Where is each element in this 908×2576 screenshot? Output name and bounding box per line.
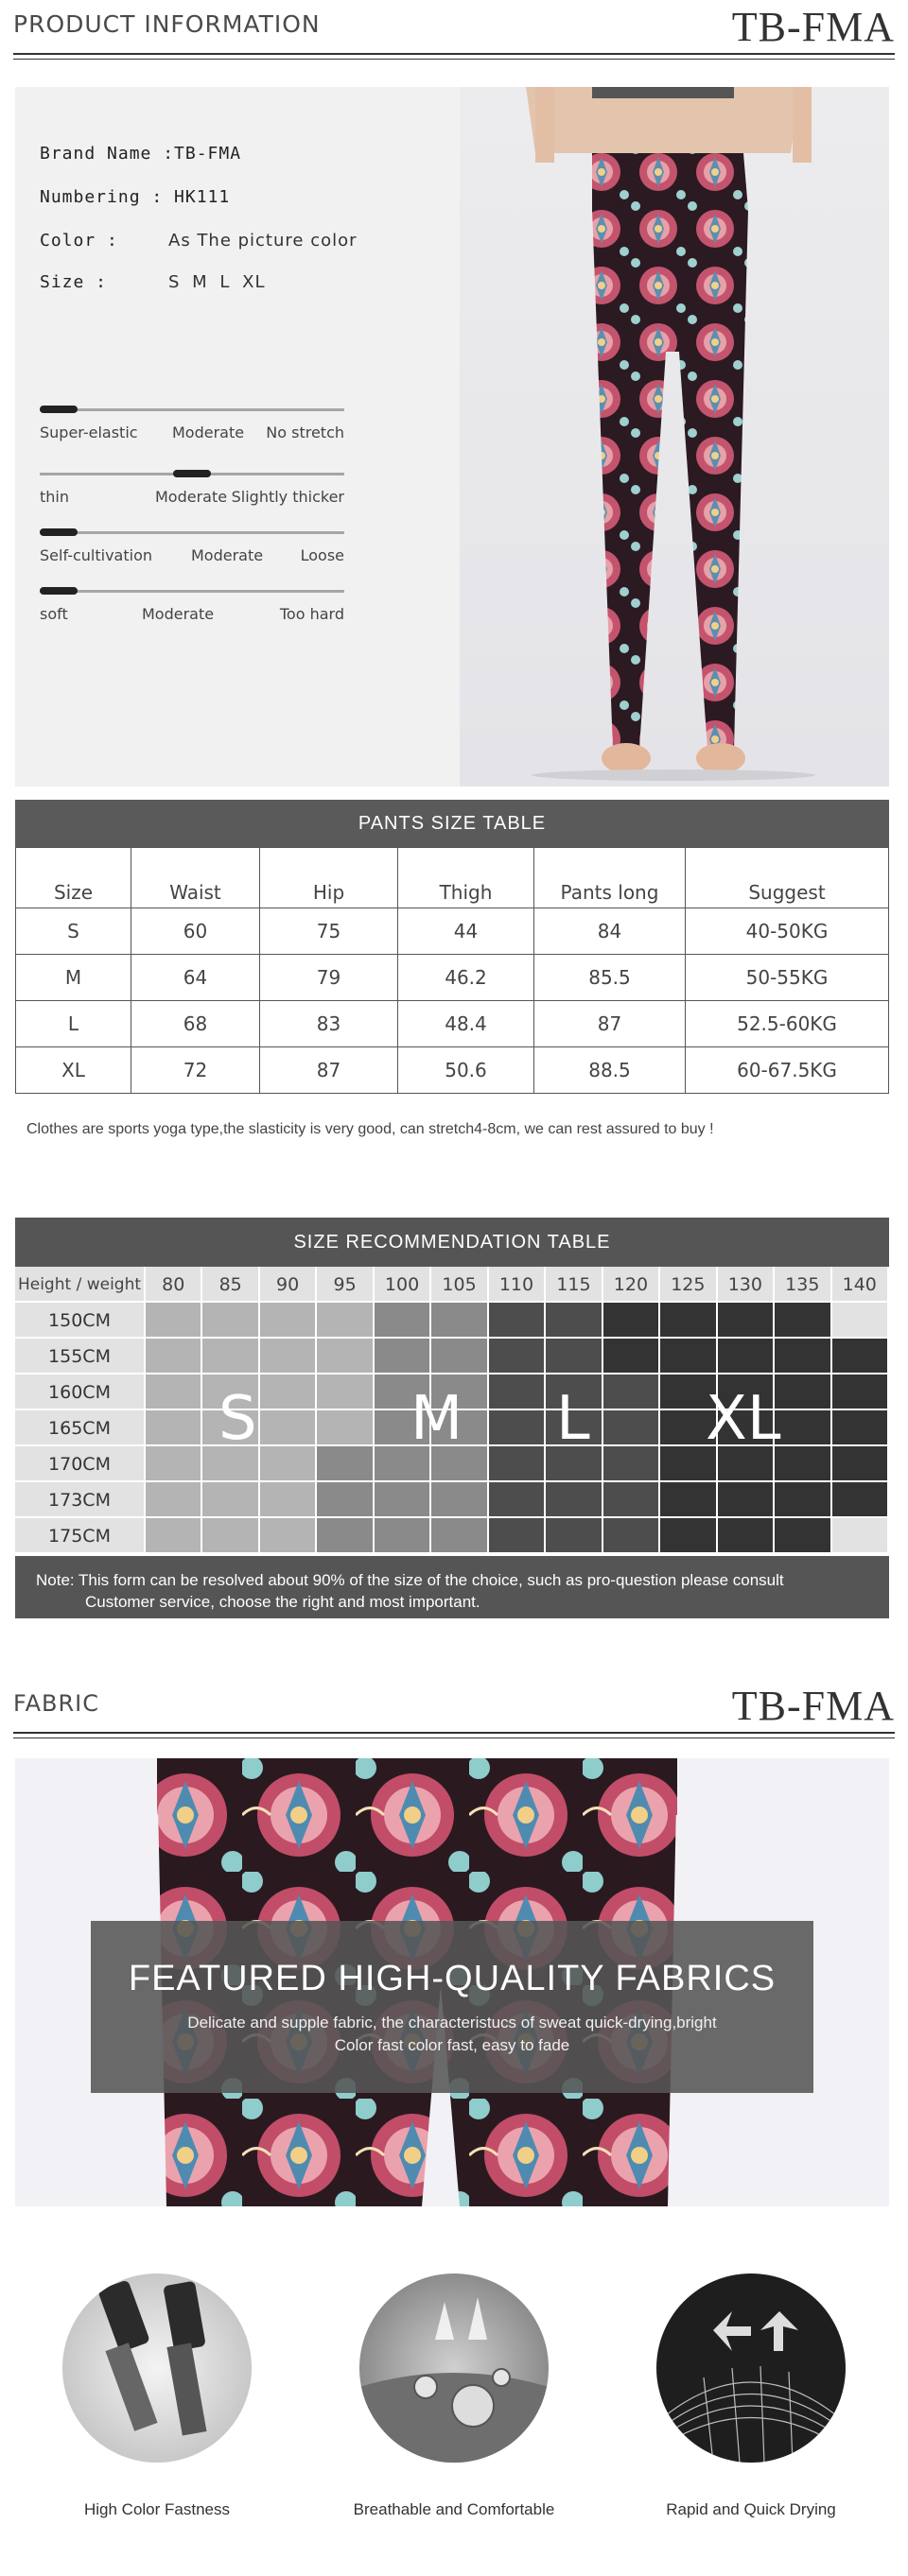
table-cell: 60	[131, 908, 260, 955]
size-cell	[832, 1339, 889, 1374]
size-cell	[832, 1303, 889, 1339]
size-cell	[660, 1303, 717, 1339]
table-row	[16, 1001, 889, 1047]
size-cell	[546, 1482, 602, 1518]
size-cell	[603, 1518, 660, 1554]
size-cell	[718, 1518, 775, 1554]
fabric-header	[0, 1679, 908, 1736]
pants-size-table-title: PANTS SIZE TABLE	[15, 800, 889, 847]
column-header: Size	[16, 848, 131, 908]
slider-knob	[40, 406, 78, 413]
brand-logo: TB-FMA	[731, 1683, 895, 1729]
slider-knob	[40, 587, 78, 595]
model-photo	[460, 87, 889, 787]
feature-caption: Breathable and Comfortable	[353, 2500, 555, 2518]
size-cell	[260, 1446, 317, 1482]
size-cell	[775, 1410, 831, 1446]
size-cell	[603, 1446, 660, 1482]
table-cell: 85.5	[534, 955, 686, 1001]
size-cell	[718, 1303, 775, 1339]
size-cell	[260, 1303, 317, 1339]
slider-label-mid: Moderate	[172, 424, 245, 441]
size-cell	[775, 1303, 831, 1339]
size-cell	[489, 1446, 546, 1482]
size-cell	[489, 1482, 546, 1518]
column-header: Suggest	[686, 848, 889, 908]
table-cell: 40-50KG	[686, 908, 889, 955]
slider-label-mid: Moderate	[191, 546, 264, 564]
table-cell: 64	[131, 955, 260, 1001]
table-cell: 87	[260, 1047, 398, 1094]
table-cell: XL	[16, 1047, 131, 1094]
slider-track	[40, 590, 344, 593]
table-cell: 60-67.5KG	[686, 1047, 889, 1094]
note-line: Note: This form can be resolved about 90% of the size of the choice, such as pro-question please consult	[36, 1571, 784, 1589]
slider-label-left: Super-elastic	[40, 424, 138, 441]
brand-spec: Brand Name :TB-FMA	[40, 144, 242, 164]
weight-header: 80	[146, 1267, 202, 1303]
size-cell	[146, 1518, 202, 1554]
table-cell: 48.4	[398, 1001, 534, 1047]
feature-caption: Rapid and Quick Drying	[666, 2500, 836, 2518]
size-cell	[832, 1374, 889, 1410]
table-cell: 72	[131, 1047, 260, 1094]
column-header: Waist	[131, 848, 260, 908]
size-cell	[489, 1339, 546, 1374]
size-cell	[202, 1518, 259, 1554]
size-cell	[146, 1374, 202, 1410]
size-cell	[832, 1410, 889, 1446]
size-cell	[317, 1446, 374, 1482]
table-cell: L	[16, 1001, 131, 1047]
divider	[13, 53, 895, 55]
table-cell: 46.2	[398, 955, 534, 1001]
size-cell	[260, 1518, 317, 1554]
size-cell	[317, 1518, 374, 1554]
pants-size-table	[15, 847, 889, 1094]
size-cell	[317, 1339, 374, 1374]
column-header: Hip	[260, 848, 398, 908]
weight-header: 135	[775, 1267, 831, 1303]
height-row-label: 155CM	[15, 1339, 146, 1374]
grid-corner-label: Height / weight	[15, 1267, 146, 1303]
size-cell	[775, 1482, 831, 1518]
table-row	[16, 908, 889, 955]
weight-header: 95	[317, 1267, 374, 1303]
brand-logo: TB-FMA	[731, 4, 895, 50]
weight-header: 125	[660, 1267, 717, 1303]
product-info-panel	[15, 87, 889, 787]
size-cell	[603, 1482, 660, 1518]
fabric-heading: FEATURED HIGH-QUALITY FABRICS	[128, 1959, 777, 1998]
size-cell	[546, 1303, 602, 1339]
size-cell	[431, 1339, 488, 1374]
slider-scale	[40, 473, 344, 510]
size-cell	[202, 1482, 259, 1518]
size-recommendation-note	[15, 1556, 889, 1618]
weight-header: 115	[546, 1267, 602, 1303]
size-cell	[489, 1410, 546, 1446]
feature-caption: High Color Fastness	[83, 2500, 230, 2518]
size-cell	[832, 1482, 889, 1518]
fabric-overlay	[91, 1921, 813, 2093]
weight-header: 120	[603, 1267, 660, 1303]
size-cell	[260, 1339, 317, 1374]
height-row-label: 173CM	[15, 1482, 146, 1518]
size-cell	[431, 1303, 488, 1339]
table-cell: 52.5-60KG	[686, 1001, 889, 1047]
size-cell	[775, 1339, 831, 1374]
slider-label-mid: Moderate	[155, 488, 228, 506]
size-cell	[317, 1482, 374, 1518]
size-cell	[202, 1339, 259, 1374]
weight-header: 90	[260, 1267, 317, 1303]
weight-header: 110	[489, 1267, 546, 1303]
slider-scale	[40, 408, 344, 446]
color-spec-label: Color :	[40, 231, 118, 251]
fabric-description: Color fast color fast, easy to fade	[334, 2036, 570, 2054]
table-cell: M	[16, 955, 131, 1001]
size-cell	[603, 1339, 660, 1374]
height-row-label: 150CM	[15, 1303, 146, 1339]
size-cell	[603, 1303, 660, 1339]
height-row-label: 160CM	[15, 1374, 146, 1410]
fabric-description: Delicate and supple fabric, the characteristucs of sweat quick-drying,bright	[187, 2014, 717, 2031]
color-spec-value: As The picture color	[168, 231, 358, 251]
size-cell	[146, 1410, 202, 1446]
height-row-label: 175CM	[15, 1518, 146, 1554]
weight-header: 105	[431, 1267, 488, 1303]
slider-label-mid: Moderate	[142, 605, 215, 623]
size-cell	[775, 1374, 831, 1410]
table-row	[16, 1047, 889, 1094]
size-cell	[146, 1339, 202, 1374]
size-cell	[603, 1410, 660, 1446]
weight-header: 140	[832, 1267, 889, 1303]
slider-label-left: thin	[40, 488, 69, 506]
product-info-header	[0, 0, 908, 57]
size-spec-label: Size :	[40, 272, 108, 292]
table-cell: 79	[260, 955, 398, 1001]
size-cell	[202, 1303, 259, 1339]
size-cell	[832, 1446, 889, 1482]
slider-track	[40, 408, 344, 411]
size-cell	[375, 1303, 431, 1339]
weight-header: 85	[202, 1267, 259, 1303]
size-cell	[375, 1482, 431, 1518]
slider-scale	[40, 590, 344, 628]
slider-label-left: Self-cultivation	[40, 546, 152, 564]
table-cell: 75	[260, 908, 398, 955]
table-cell: S	[16, 908, 131, 955]
size-cell	[317, 1410, 374, 1446]
size-cell	[375, 1518, 431, 1554]
table-cell: 88.5	[534, 1047, 686, 1094]
feature-color-fastness	[15, 2273, 299, 2519]
slider-label-right: Slightly thicker	[231, 488, 344, 506]
feature-quick-drying	[609, 2273, 893, 2519]
size-cell	[431, 1482, 488, 1518]
size-cell	[660, 1339, 717, 1374]
weight-header: 100	[375, 1267, 431, 1303]
size-cell	[603, 1374, 660, 1410]
size-zone-label: M	[410, 1384, 463, 1454]
size-zone-label: S	[218, 1384, 257, 1454]
size-cell	[146, 1446, 202, 1482]
table-cell: 83	[260, 1001, 398, 1047]
table-row	[16, 955, 889, 1001]
column-header: Thigh	[398, 848, 534, 908]
height-row-label: 165CM	[15, 1410, 146, 1446]
size-cell	[317, 1303, 374, 1339]
size-cell	[489, 1374, 546, 1410]
size-spec-value: S M L XL	[168, 272, 266, 292]
table-cell: 50.6	[398, 1047, 534, 1094]
size-cell	[546, 1518, 602, 1554]
size-cell	[660, 1482, 717, 1518]
table-cell: 68	[131, 1001, 260, 1047]
section-title: PRODUCT INFORMATION	[13, 10, 321, 38]
slider-label-right: Loose	[300, 546, 344, 564]
table-cell: 44	[398, 908, 534, 955]
size-cell	[775, 1446, 831, 1482]
size-recommendation-grid	[15, 1267, 889, 1556]
height-row-label: 170CM	[15, 1446, 146, 1482]
slider-label-right: Too hard	[279, 605, 344, 623]
size-cell	[260, 1410, 317, 1446]
table-cell: 50-55KG	[686, 955, 889, 1001]
size-cell	[775, 1518, 831, 1554]
feature-breathable	[312, 2273, 596, 2519]
size-cell	[546, 1339, 602, 1374]
divider	[13, 1732, 895, 1734]
size-cell	[832, 1518, 889, 1554]
table-cell: 87	[534, 1001, 686, 1047]
size-cell	[146, 1482, 202, 1518]
size-cell	[375, 1339, 431, 1374]
slider-label-right: No stretch	[266, 424, 344, 441]
divider	[13, 59, 895, 60]
size-cell	[260, 1482, 317, 1518]
mesh-arrows-icon	[656, 2273, 846, 2463]
pants-table-note: Clothes are sports yoga type,the slasticity is very good, can stretch4-8cm, we can rest assured to buy !	[26, 1121, 714, 1137]
section-title: FABRIC	[13, 1690, 99, 1717]
column-header: Pants long	[534, 848, 686, 908]
size-cell	[317, 1374, 374, 1410]
size-cell	[718, 1339, 775, 1374]
weight-header: 130	[718, 1267, 775, 1303]
slider-track	[40, 531, 344, 534]
size-cell	[146, 1303, 202, 1339]
brush-icon	[62, 2273, 252, 2463]
table-header-row	[16, 848, 889, 908]
size-cell	[260, 1374, 317, 1410]
size-cell	[489, 1518, 546, 1554]
table-cell: 84	[534, 908, 686, 955]
size-cell	[718, 1482, 775, 1518]
size-cell	[489, 1303, 546, 1339]
numbering-spec: Numbering : HK111	[40, 187, 231, 207]
note-line: Customer service, choose the right and most important.	[85, 1593, 480, 1611]
slider-scale	[40, 531, 344, 569]
size-cell	[431, 1518, 488, 1554]
droplets-icon	[359, 2273, 549, 2463]
slider-label-left: soft	[40, 605, 68, 623]
size-cell	[660, 1518, 717, 1554]
size-zone-label: L	[556, 1384, 590, 1454]
slider-knob	[40, 528, 78, 536]
fabric-photo	[15, 1758, 889, 2206]
size-zone-label: XL	[706, 1384, 781, 1454]
size-recommendation-title: SIZE RECOMMENDATION TABLE	[15, 1218, 889, 1267]
slider-knob	[173, 470, 211, 477]
